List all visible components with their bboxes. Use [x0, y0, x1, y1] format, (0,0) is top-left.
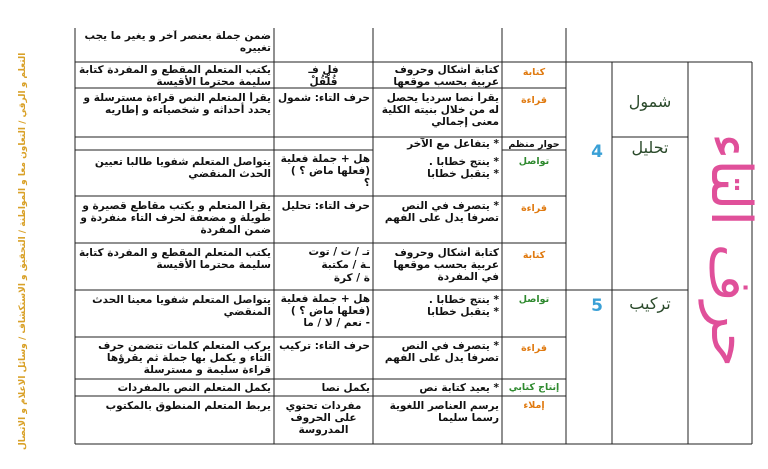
- competence-cell: يقرأ نصا سرديا يحصل له من خلال بنيته الكلية معنى إجمالي: [381, 92, 499, 128]
- competence-cell: * ينتج خطابا . * يتقبل خطابا: [427, 294, 499, 318]
- activity-label: حوار منظم: [508, 139, 560, 150]
- values-vertical-text: التعلم و الرقي / التعاون معا و المواطنة / التحقيق و الاستكشاف / وسائل الاعلام و الاتصال: [18, 52, 28, 450]
- activity-label: كتابة: [522, 67, 546, 78]
- competence-cell: * ينتج خطابا . * يتقبل خطابا: [427, 156, 499, 180]
- competence-cell: * يتفاعل مع الآخر: [407, 138, 499, 150]
- content-cell: حرف التاء: تحليل: [281, 200, 370, 212]
- content-cell: حرف التاء: تركيب: [279, 340, 370, 352]
- content-cell: مفردات تحتوي على الحروف المدروسة: [285, 400, 362, 436]
- activity-label: قراءة: [521, 343, 547, 354]
- objective-cell: يتواصل المتعلم شفويا معينا الحدث المنقضي: [92, 294, 271, 318]
- lesson-title: حرف التاء: [698, 132, 763, 368]
- objective-cell: يقرأ المتعلم و يكتب مقاطع قصيرة و طويلة و مضعفة لحرف التاء منفردة و ضمن المفردة: [80, 200, 271, 236]
- competence-cell: كتابة أشكال وحروف عربية بحسب موقعها في المفردة: [393, 247, 499, 283]
- competence-cell: * يتصرف في النص تصرفا يدل على الفهم: [384, 340, 499, 364]
- phase-shumul: شمول: [628, 92, 672, 111]
- objective-cell: ضمن جملة بعنصر آخر و يغير ما يجب تغييره: [84, 30, 271, 54]
- content-cell: تـ / ت / توت ـة / مكتبة ة / كرة: [308, 246, 370, 284]
- competence-cell: كتابة أشكال وحروف عربية بحسب موقعها: [393, 64, 499, 88]
- objective-cell: يقرأ المتعلم النص قراءة مسترسلة و يحدد أحداثه و شخصياته و إطاريه: [83, 92, 271, 116]
- competence-cell: * يعيد كتابة نص: [419, 382, 499, 394]
- objective-cell: يربط المتعلم المنطوق بالمكتوب: [105, 400, 271, 412]
- content-cell: هل + جملة فعلية (فعلها ماض ؟ ) ؟: [280, 153, 370, 189]
- activity-label: تواصل: [518, 294, 550, 305]
- objective-cell: يكمل المتعلم النص بالمفردات: [117, 382, 271, 394]
- objective-cell: يتواصل المتعلم شفويا طالبا تعيين الحدث المنقضي: [94, 156, 271, 180]
- activity-label: قراءة: [521, 95, 547, 106]
- content-cell: هل + جملة فعلية (فعلها ماض ؟ ) - نعم / لا / ما: [280, 293, 370, 329]
- content-cell: حرف التاء: شمول: [277, 92, 370, 104]
- content-cell: يكمل نصا: [321, 382, 370, 394]
- activity-label: إملاء: [523, 400, 545, 411]
- activity-label: إنتاج كتابي: [508, 382, 560, 393]
- phase-tahlil: تحليل: [631, 138, 669, 157]
- activity-label: كتابة: [522, 250, 546, 261]
- objective-cell: يركب المتعلم كلمات تتضمن حرف التاء و يكمل بها جملة ثم يقرؤها قراءة سليمة و مسترسلة: [98, 340, 271, 376]
- phase-tarkib: تركيب: [629, 294, 671, 313]
- content-cell: فلٍ فـ قُلْقُلْ: [308, 64, 339, 88]
- activity-label: تواصل: [518, 156, 550, 167]
- competence-cell: يرسم العناصر اللغوية رسما سليما: [389, 400, 499, 424]
- objective-cell: يكتب المتعلم المقطع و المفردة كتابة سليمة محترما الأقيسة: [78, 64, 271, 88]
- activity-label: قراءة: [521, 203, 547, 214]
- week-number-5: 5: [591, 296, 603, 316]
- objective-cell: يكتب المتعلم المقطع و المفردة كتابة سليمة محترما الأقيسة: [78, 247, 271, 271]
- competence-cell: * يتصرف في النص تصرفا يدل على الفهم: [384, 200, 499, 224]
- week-number-4: 4: [591, 142, 603, 162]
